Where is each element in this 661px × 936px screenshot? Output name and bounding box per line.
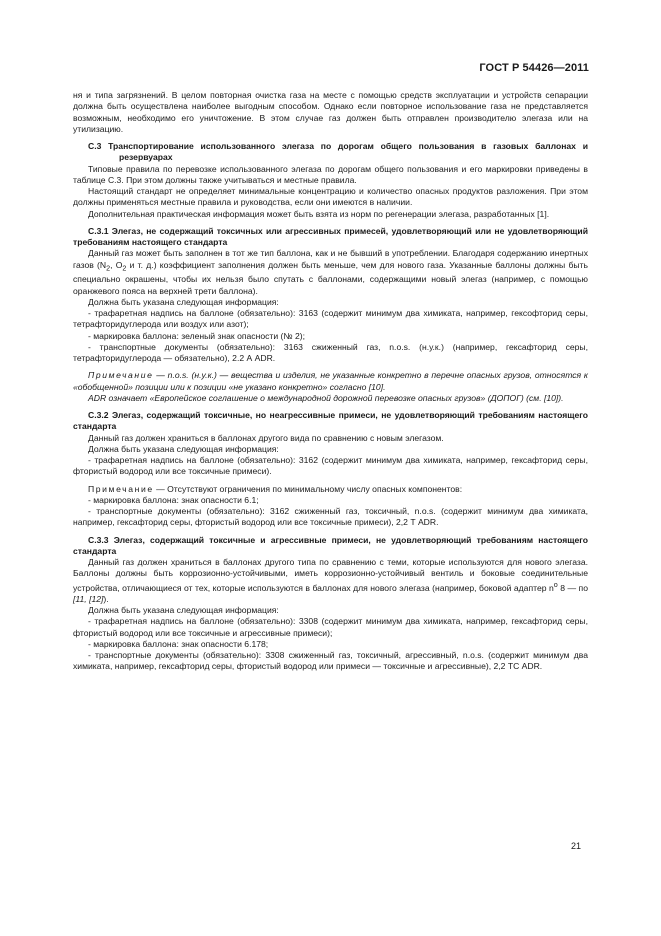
c31-paragraph-2: Должна быть указана следующая информация:: [88, 296, 279, 307]
c3-paragraph-1: Типовые правила по перевозке использованного элегаза по дорогам общего пользования и его маркировки приведены в таблице С.3. При этом должны также учитываться и местные правила.: [73, 163, 588, 185]
c32-paragraph-1: Данный газ должен храниться в баллонах другого вида по сравнению с новым элегазом.: [88, 432, 444, 443]
page-number: 21: [570, 841, 581, 851]
document-code: ГОСТ Р 54426—2011: [479, 62, 589, 74]
c32-list-item-1: - трафаретная надпись на баллоне (обязательно): 3162 (содержит минимум два химиката, например, гексафторид серы, фтористый водород или все токсичные примеси).: [73, 455, 588, 477]
c3-paragraph-2: Настоящий стандарт не определяет минимальные концентрацию и количество опасных продуктов разложения. При этом должны применяться местные правила и руководства, если они имеются в наличии.: [73, 186, 588, 208]
section-c33-heading: С.3.3 Элегаз, содержащий токсичные и агрессивные примеси, не удовлетворяющий требованиям настоящего стандарта: [73, 534, 588, 556]
c31-list-item-1: - трафаретная надпись на баллоне (обязательно): 3163 (содержит минимум два химиката, например, гексофторид серы, тетрафторидуглерода или воздух или азот);: [73, 308, 588, 330]
c31-list-item-3: - транспортные документы (обязательно): 3163 сжиженный газ, n.o.s. (н.у.к.) (например, гексафторид серы, тетрафторидуглерода — обязательно), 2.2 А ADR.: [73, 341, 588, 364]
c33-list-item-2: - маркировка баллона: знак опасности 6.178;: [88, 638, 269, 649]
c32-note: Примечание — Отсутствуют ограничения по минимальному числу опасных компонентов:: [88, 483, 463, 494]
section-c3-heading: С.3 Транспортирование использованного элегаза по дорогам общего пользования в газовых баллонах и резервуарах: [88, 141, 588, 163]
c3-paragraph-3: Дополнительная практическая информация может быть взята из норм по регенерации элегаза, разработанных [1].: [88, 208, 550, 219]
section-c31-heading: С.3.1 Элегаз, не содержащий токсичных или агрессивных примесей, удовлетворяющий или не удовлетворяющий требованиям настоящего стандарта: [73, 225, 588, 247]
c32-note-item-1: - маркировка баллона: знак опасности 6.1;: [88, 494, 259, 505]
document-body: [73, 90, 588, 673]
intro-paragraph: ня и типа загрязнений. В целом повторная очистка газа на месте с помощью средств эксплуатации и устройств сепарации должна быть осуществлена наиболее выгодным способом. Однако если повторное использование газа не представляется возможным, необходимо его уничтожение. В этом случае газ должен быть отправлен производителю элегаза или на утилизацию.: [73, 90, 588, 134]
c31-note: Примечание — n.o.s. (н.у.к.) — вещества и изделия, не указанные конкретно в перечне опасных грузов, относятся к «обобщенной» позиции или к позиции «не указано конкретно» согласно [10].: [73, 370, 588, 392]
c31-paragraph-1: Данный газ может быть заполнен в тот же тип баллона, как и не бывший в употреблении. Благодаря содержанию инертных газов ($N_2$, $O_2$ и т. д.) коэффициент заполнения должен быть меньше, чем для нового газа. Указанные баллоны должны быть специально окрашены, чтобы их нельзя было спутать с баллонами, содержащими новый элегаз (например, с помощью оранжевого пояса на верхней трети баллона).: [73, 248, 588, 296]
c32-paragraph-2: Должна быть указана следующая информация:: [88, 443, 279, 454]
c33-paragraph-2: Должна быть указана следующая информация:: [88, 605, 279, 616]
c32-note-item-2: - транспортные документы (обязательно): 3162 сжиженный газ, токсичный, n.o.s. (содержит минимум два химиката, например, гексафторид серы, фтористый водород или все токсичные примеси), 2,2 Т ADR.: [73, 506, 588, 528]
section-c32-heading: С.3.2 Элегаз, содержащий токсичные, но неагрессивные примеси, не удовлетворяющий требованиям настоящего стандарта: [73, 410, 588, 432]
c31-list-item-2: - маркировка баллона: зеленый знак опасности (№ 2);: [88, 330, 306, 341]
c33-list-item-1: - трафаретная надпись на баллоне (обязательно): 3308 (содержит минимум два химиката, например, гексафторид серы, фтористый водород или все токсичные и агрессивные примеси);: [73, 616, 588, 638]
c31-note-adr: ADR означает «Европейское соглашение о международной дорожной перевозке опасных грузов» (ДОПОГ) (см. [10]).: [88, 392, 564, 403]
c33-paragraph-1: Данный газ должен храниться в баллонах другого типа по сравнению с теми, которые используются для нового элегаза. Баллоны должны быть коррозионно-устойчивыми, иметь коррозионно-устойчивый вентиль и боковые соединительные устройства, отличающиеся от тех, которые используются в баллонах для нового элегаза (например, боковой адаптер $n^о$ 8 — по [11, [12]).: [73, 557, 588, 604]
c33-list-item-3: - транспортные документы (обязательно): 3308 сжиженный газ, токсичный, агрессивный, n.o.s. (содержит минимум два химиката, например, гексафторид серы, фтористый водород или примеси — токсичные и агрессивные), 2,2 ТС ADR.: [73, 650, 588, 672]
